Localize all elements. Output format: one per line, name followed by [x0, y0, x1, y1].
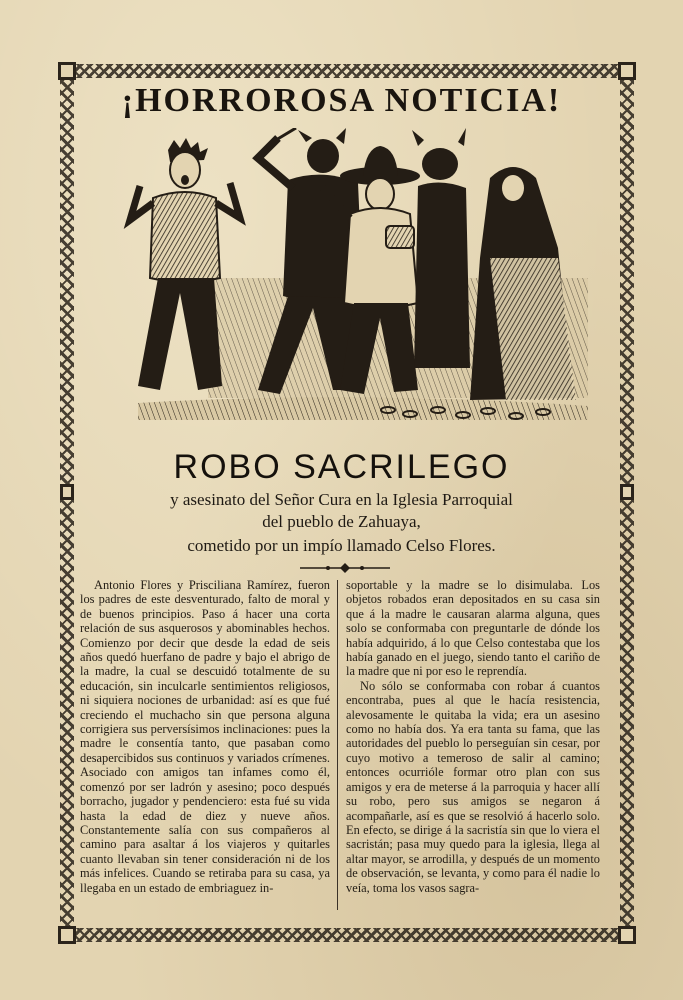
corner-ornament [618, 62, 636, 80]
subtitle-line: y asesinato del Señor Cura en la Iglesia Parroquial [170, 490, 513, 509]
subtitle-line: del pueblo de Zahuaya, [262, 512, 421, 531]
article-column-left [80, 578, 330, 895]
article-paragraph: soportable y la madre se lo disimulaba. Los objetos robados eran depositados en su casa sin que á la madre le causaran alarma alguna, ques solo se conformaba con preguntarle de dónde los había adquirido, á lo que Celso contestaba que los había ganado en el juego, siendo tanto el cariño de la madre que ni por eso le reprendía. [346, 578, 600, 679]
border-top [60, 64, 634, 78]
article-column-right [346, 578, 600, 895]
corner-ornament [58, 926, 76, 944]
woodcut-robbery-scene-icon [118, 128, 598, 428]
main-title: ROBO SACRILEGO [173, 448, 510, 486]
article-paragraph: No sólo se conformaba con robar á cuantos encontraba, pues al que le hacía resistencia, alevosamente le quitaba la vida; era un asesino como no había dos. Ya era tanta su fama, que las autoridades del pueblo lo perseguían sin cesar, por cuyo motivo a temeroso de salir al camino; entonces ocurrióle formar otro plan con sus amigos y era de meterse á la parroquia y hacer allí su robo, pero sus amigos se negaron á acompañarle, así es que se resolvió á hacerlo solo. En efecto, se dirige á la sacristía sin que lo viera el sacristán; pasa muy quedo para la iglesia, llega al altar mayor, se arrodilla, y después de un momento de observación, se levanta, y como para él nadie lo veía, toma los vasos sagra- [346, 678, 600, 895]
woman-figure [470, 167, 576, 400]
ornamental-divider-icon [300, 563, 390, 573]
subtitle-line: cometido por un impío llamado Celso Flores. [187, 536, 496, 555]
corner-ornament [618, 926, 636, 944]
border-bottom [60, 928, 634, 942]
column-rule [337, 580, 338, 910]
article-paragraph: Antonio Flores y Prisciliana Ramírez, fueron los padres de este desventurado, falto de moral y de buenos principios. Paso á hacer una corta relación de sus asquerosos y abominables hechos. Comienzo por decir que desde la edad de seis años quedó huerfano de padre y bajo el abrigo de la madre, la cual se descuidó totalmente de su educación, sin inculcarle sentimientos religiosos, ni siquiera nociones de urbanidad: así es que fué creciendo el muchacho sin que persona alguna corrigiera sus perversísimos inclinaciones: pues la madre le consentía tanto, que pasaban como desapercibidos sus continuos y variados crímenes. Asociado con amigos tan infames como él, comenzó por ser ladrón y asesino; poco después borracho, jugador y pendenciero: esta fué su vida hasta la edad de diez y nueve años. Constantemente salía con sus compañeros al camino para asaltar á los viajeros y quitarles cuanto llevaban sin tener consideración ni de los más infelices. Cuando se retiraba para su casa, ya llegaba en un estado de embriaguez in- [80, 578, 330, 895]
second-devil-figure [412, 128, 470, 368]
corner-ornament [58, 62, 76, 80]
headline: ¡HORROROSA NOTICIA! [121, 82, 562, 119]
